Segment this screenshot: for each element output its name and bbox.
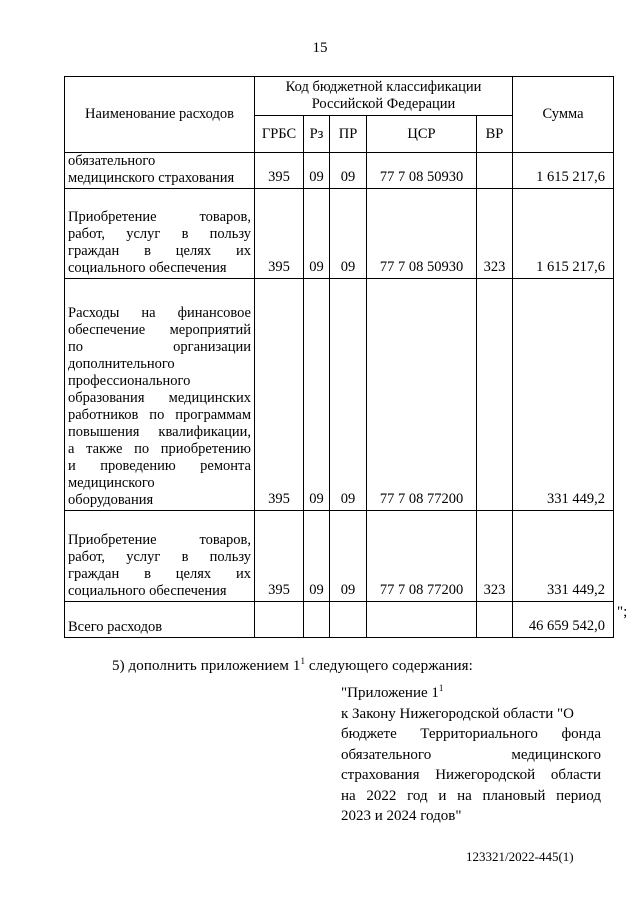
row-name-line: медицинского [68, 475, 155, 491]
row-name-line: социального обеспечения [68, 583, 227, 599]
row-rz: 09 [304, 189, 330, 279]
row-pr: 09 [330, 279, 367, 511]
empty-cell [477, 602, 513, 638]
row-sum: 331 449,2 [513, 511, 614, 602]
header-sum: Сумма [513, 77, 614, 153]
row-grbs: 395 [255, 279, 304, 511]
row-name-line: медицинского страхования [68, 170, 235, 186]
row-csr: 77 7 08 77200 [367, 511, 477, 602]
header-row-top [65, 77, 614, 116]
row-vr [477, 153, 513, 189]
empty-cell [255, 602, 304, 638]
row-sum: 331 449,2 [513, 279, 614, 511]
header-csr: ЦСР [367, 116, 477, 153]
row-pr: 09 [330, 189, 367, 279]
row-rz: 09 [304, 279, 330, 511]
row-name-line: Приобретение товаров, [68, 209, 251, 225]
row-rz: 09 [304, 153, 330, 189]
row-name-line: по организации [68, 339, 251, 355]
header-grbs: ГРБС [255, 116, 304, 153]
row-name-line: профессионального [68, 373, 191, 389]
empty-cell [304, 602, 330, 638]
row-name-line: и проведению ремонта [68, 458, 251, 474]
appendix-line: на 2022 год и на плановый период [341, 787, 601, 804]
row-name-line: Приобретение товаров, [68, 532, 251, 548]
total-sum: 46 659 542,0 [513, 602, 614, 638]
item-5-text [112, 656, 473, 675]
row-name-line: граждан в целях их [68, 566, 251, 582]
item-5-sup: 1 [300, 656, 306, 666]
header-code-group-line2: Российской Федерации [311, 96, 456, 112]
row-sum: 1 615 217,6 [513, 153, 614, 189]
row-name-line: образования медицинских [68, 390, 251, 406]
row-pr: 09 [330, 511, 367, 602]
row-name-line: работников по программам [68, 407, 251, 423]
header-code-group [255, 77, 513, 116]
table-row [65, 189, 614, 279]
table-row [65, 279, 614, 511]
total-label: Всего расходов [65, 602, 255, 638]
row-csr: 77 7 08 50930 [367, 153, 477, 189]
header-name: Наименование расходов [65, 77, 255, 153]
row-sum: 1 615 217,6 [513, 189, 614, 279]
item-5-before: 5) дополнить приложением 1 [112, 658, 301, 674]
row-name-line: оборудования [68, 492, 154, 508]
header-rz: Рз [304, 116, 330, 153]
row-csr: 77 7 08 50930 [367, 189, 477, 279]
row-rz: 09 [304, 511, 330, 602]
header-vr: ВР [477, 116, 513, 153]
total-row [65, 602, 614, 638]
appendix-heading [341, 678, 601, 827]
row-vr: 323 [477, 189, 513, 279]
row-name-line: а также по приобретению [68, 441, 251, 457]
row-name [65, 511, 255, 602]
table-row [65, 153, 614, 189]
row-name-line: работ, услуг в пользу [68, 549, 251, 565]
table-row [65, 511, 614, 602]
row-csr: 77 7 08 77200 [367, 279, 477, 511]
row-grbs: 395 [255, 153, 304, 189]
row-name-line: дополнительного [68, 356, 175, 372]
closing-quote-mark: "; [617, 604, 628, 620]
document-number: 123321/2022-445(1) [466, 849, 574, 864]
row-name-line: повышения квалификации, [68, 424, 251, 440]
budget-table [64, 76, 614, 638]
appendix-line: страхования Нижегородской области [341, 767, 601, 783]
appendix-line: к Закону Нижегородской области "О [341, 705, 574, 722]
appendix-title-sup: 1 [438, 683, 444, 693]
appendix-line: обязательного медицинского [341, 746, 601, 763]
row-pr: 09 [330, 153, 367, 189]
row-vr: 323 [477, 511, 513, 602]
row-name [65, 279, 255, 511]
row-name-line: работ, услуг в пользу [68, 226, 251, 242]
header-code-group-line1: Код бюджетной классификации [285, 79, 482, 95]
empty-cell [330, 602, 367, 638]
row-name-line: обязательного [68, 153, 156, 169]
appendix-title [341, 678, 601, 704]
page-number: 15 [312, 40, 328, 56]
row-name-line: обеспечение мероприятий [68, 322, 251, 338]
item-5-after: следующего содержания: [305, 658, 473, 674]
appendix-title-text: "Приложение 1 [341, 685, 439, 701]
row-name-line: граждан в целях их [68, 243, 251, 259]
row-grbs: 395 [255, 189, 304, 279]
header-pr: ПР [330, 116, 367, 153]
row-name [65, 153, 255, 189]
appendix-line: бюджете Территориального фонда [341, 726, 601, 742]
row-name-line: Расходы на финансовое [68, 305, 251, 321]
empty-cell [367, 602, 477, 638]
row-name [65, 189, 255, 279]
row-grbs: 395 [255, 511, 304, 602]
row-vr [477, 279, 513, 511]
row-name-line: социального обеспечения [68, 260, 227, 276]
appendix-line: 2023 и 2024 годов" [341, 808, 462, 824]
